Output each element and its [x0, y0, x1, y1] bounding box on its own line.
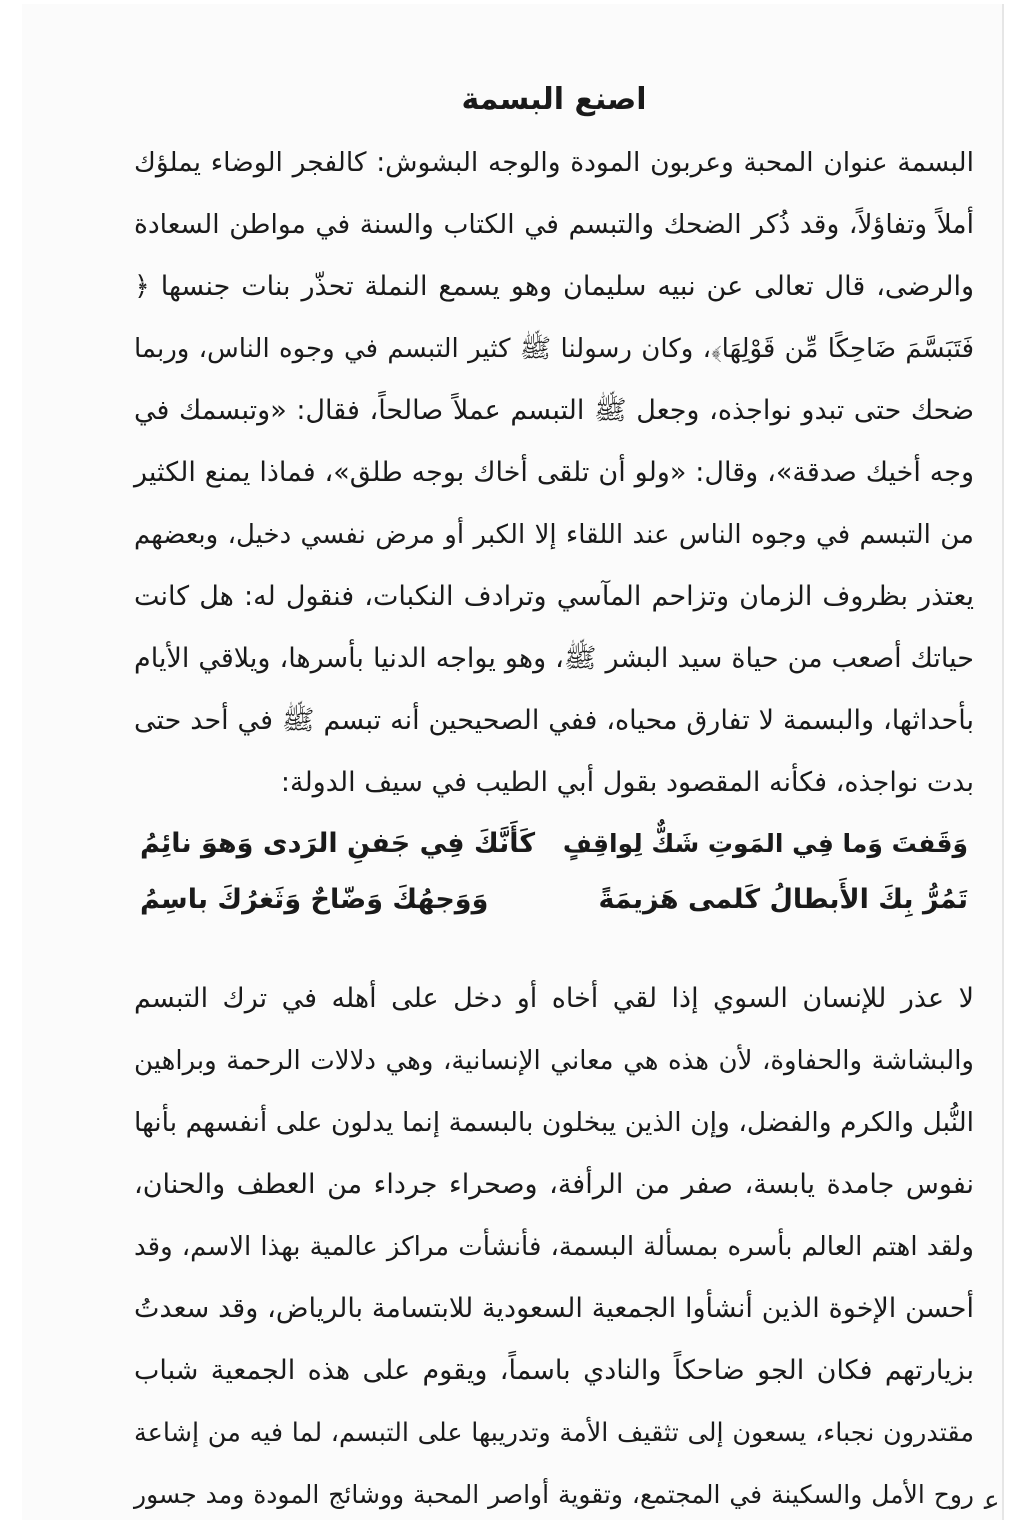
- text-line: والرضى، قال تعالى عن نبيه سليمان وهو يسمع النملة تحذّر بنات جنسها ﴿: [134, 271, 974, 302]
- text-line: والبشاشة والحفاوة، لأن هذه هي معاني الإنسانية، وهي دلالات الرحمة وبراهين: [134, 1046, 974, 1076]
- text-line: ضحك حتى تبدو نواجذه، وجعل ﷺ التبسم عملاً صالحاً، فقال: «وتبسمك في: [134, 395, 974, 426]
- text-line: البسمة عنوان المحبة وعربون المودة والوجه البشوش: كالفجر الوضاء يملؤك: [134, 147, 974, 178]
- text-line: روح الأمل والسكينة في المجتمع، وتقوية أواصر المحبة ووشائج المودة ومد جسور: [134, 1480, 974, 1509]
- text-line: من التبسم في وجوه الناس عند اللقاء إلا الكبر أو مرض نفسي دخيل، وبعضهم: [134, 520, 974, 550]
- page-title: اصنع البسمة: [461, 82, 647, 117]
- text-line: لا عذر للإنسان السوي إذا لقي أخاه أو دخل على أهله في ترك التبسم: [134, 983, 974, 1014]
- verse-second-hemistich: وَوَجهُكَ وَضّاحٌ وَثَغرُكَ باسِمُ: [140, 884, 489, 915]
- text-line: وجه أخيك صدقة»، وقال: «ولو أن تلقى أخاك بوجه طلق»، فماذا يمنع الكثير: [134, 457, 974, 488]
- text-line: ولقد اهتم العالم بأسره بمسألة البسمة، فأنشأت مراكز عالمية بهذا الاسم، وقد: [134, 1232, 974, 1262]
- text-line: أحسن الإخوة الذين أنشأوا الجمعية السعودية للابتسامة بالرياض، وقد سعدتُ: [134, 1293, 974, 1324]
- book-page: [22, 4, 1004, 1520]
- text-line: حياتك أصعب من حياة سيد البشر ﷺ، وهو يواجه الدنيا بأسرها، ويلاقي الأيام: [134, 643, 974, 674]
- verse-first-hemistich: وَقَفتَ وَما فِي المَوتِ شَكٌّ لِواقِفٍ: [562, 829, 968, 858]
- text-line: بزيارتهم فكان الجو ضاحكاً والنادي باسماً، ويقوم على هذه الجمعية شباب: [134, 1355, 974, 1386]
- poem-verse: [134, 816, 974, 872]
- poem-verses: [134, 816, 974, 940]
- verse-first-hemistich: تَمُرُّ بِكَ الأَبطالُ كَلمى هَزيمَةً: [598, 884, 968, 915]
- paragraph-2: [134, 968, 974, 1526]
- text-line: نفوس جامدة يابسة، صفر من الرأفة، وصحراء جرداء من العطف والحنان،: [134, 1169, 974, 1200]
- text-line: مقتدرون نجباء، يسعون إلى تثقيف الأمة وتدريبها على التبسم، لما فيه من إشاعة: [134, 1418, 974, 1448]
- poem-verse: [134, 872, 974, 928]
- text-line: بأحداثها، والبسمة لا تفارق محياه، ففي الصحيحين أنه تبسم ﷺ في أحد حتى: [134, 705, 974, 736]
- text-line: النُّبل والكرم والفضل، وإن الذين يبخلون بالبسمة إنما يدلون على أنفسهم بأنها: [134, 1107, 974, 1138]
- text-line: بدت نواجذه، فكأنه المقصود بقول أبي الطيب في سيف الدولة:: [280, 767, 974, 798]
- verse-second-hemistich: كَأَنَّكَ فِي جَفنِ الرَدى وَهوَ نائِمُ: [140, 828, 536, 859]
- page-content: [134, 68, 974, 1526]
- text-line: أملاً وتفاؤلاً، وقد ذُكر الضحك والتبسم في الكتاب والسنة في مواطن السعادة: [134, 209, 974, 240]
- paragraph-1: [134, 132, 974, 814]
- text-line: فَتَبَسَّمَ ضَاحِكًا مِّن قَوْلِهَا﴾، وكان رسولنا ﷺ كثير التبسم في وجوه الناس، وربما: [134, 334, 974, 364]
- text-line: يعتذر بظروف الزمان وتزاحم المآسي وترادف النكبات، فنقول له: هل كانت: [134, 581, 974, 612]
- page-corner-mark: ﻋ: [984, 1486, 1000, 1516]
